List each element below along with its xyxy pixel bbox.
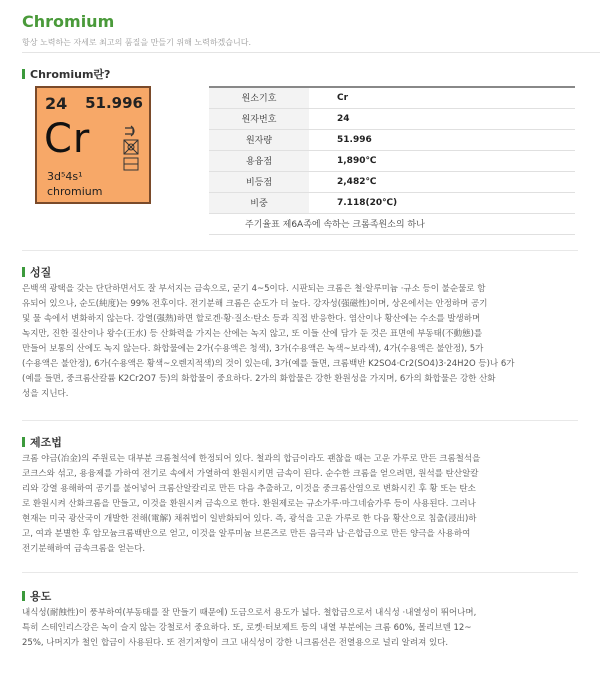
properties-heading-text: 성질	[30, 266, 52, 279]
table-row	[209, 192, 575, 213]
text-line: 성을 지닌다.	[22, 389, 69, 399]
heading-marker	[22, 267, 25, 277]
text-line: 코크스와 섞고, 용융제를 가하여 전기로 속에서 가열하여 환원시키면 금속이 된다. 순수한 크롬을 얻으려면, 원석를 탄산알칼	[22, 469, 479, 479]
heading-marker	[22, 591, 25, 601]
table-row	[209, 87, 575, 108]
text-line: (수용액은 불안정), 6가(수용액은 황색~오렌지적색)의 것이 있는데, 3가(예를 들면, 크롬백반 K2SO4·Cr2(SO4)3·24H2O 등)나 6가	[22, 359, 515, 369]
production-heading-text: 제조법	[30, 436, 62, 449]
text-line: (예를 들면, 중크롬산칼륨 K2Cr2O7 등)의 화합물이 중요하다. 2가의 화합물은 강한 환원성을 가지며, 6가의 화합물은 강한 산화	[22, 374, 496, 384]
uses-heading	[22, 588, 51, 604]
section-divider	[22, 250, 578, 251]
text-line: 및 물 속에서 변화하지 않는다. 강열(强熱)하면 할로겐·황·질소·탄소 등과 직접 반응한다. 염산이나 황산에는 수소를 발생하며	[22, 314, 481, 324]
intro-heading-text: Chromium란?	[30, 68, 111, 81]
text-line: 로 환원시켜 산화크롬을 만들고, 이것을 환원시켜 금속으로 한다. 환원제로는 규소가루·마그네슘가루 등이 사용된다. 그러나	[22, 499, 476, 509]
text-line: 만들어 보통의 산에도 녹지 않는다. 화합물에는 2가(수용액은 청색), 3가(수용액은 녹색~보라색), 4가(수용액은 불안정), 5가	[22, 344, 484, 354]
property-value: 51.996	[309, 129, 575, 150]
heading-marker	[22, 437, 25, 447]
property-value: 2,482℃	[309, 171, 575, 192]
table-row	[209, 171, 575, 192]
property-value: 24	[309, 108, 575, 129]
section-divider	[22, 420, 578, 421]
property-key: 비중	[209, 192, 309, 213]
electron-config: 3d⁵4s¹	[47, 170, 83, 183]
uses-paragraph	[22, 606, 578, 651]
property-value: 1,890℃	[309, 150, 575, 171]
text-line: 리와 강열 용해하여 공기를 불어넣어 크롬산알칼리로 만든 다음 추출하고, 이것을 중크롬산염으로 변화시킨 후 황 또는 탄소	[22, 484, 476, 494]
page-title: Chromium	[22, 12, 115, 31]
text-line: 내식성(耐蝕性)이 풍부하여(부동태를 잘 만들기 때문에) 도금으로서 용도가 넓다. 철합금으로서 내식성 ·내열성이 뛰어나며,	[22, 608, 477, 618]
table-row	[209, 129, 575, 150]
property-key: 원자량	[209, 129, 309, 150]
text-line: 고, 여과 분별한 후 암모늄크롬백반으로 얻고, 이것을 알루미늄 브론즈로 만든 음극과 납·은합금으로 만든 양극을 사용하여	[22, 529, 471, 539]
text-line: 전기분해하여 금속크롬을 얻는다.	[22, 544, 146, 554]
property-key: 용융점	[209, 150, 309, 171]
production-paragraph	[22, 452, 578, 557]
table-row	[209, 213, 575, 234]
text-line: 유되어 있으나, 순도(純度)는 99% 전후이다. 전기분해 크롬은 순도가 더 높다. 강자성(强磁性)이며, 상온에서는 안정하며 공기	[22, 299, 488, 309]
element-tile	[35, 86, 151, 204]
header-divider	[22, 52, 600, 53]
property-key: 원자번호	[209, 108, 309, 129]
atomic-mass: 51.996	[85, 94, 143, 112]
page-subtitle: 항상 노력하는 자세로 최고의 품질을 만들기 위해 노력하겠습니다.	[22, 38, 251, 47]
element-symbol: Cr	[44, 116, 91, 162]
property-value: 7.118(20℃)	[309, 192, 575, 213]
text-line: 은백색 광택을 갖는 단단하면서도 잘 부서지는 금속으로, 굳기 4~5이다. 시판되는 크롬은 철·알루미늄 ·규소 등이 불순물로 함	[22, 284, 486, 294]
properties-heading	[22, 264, 51, 280]
text-line: 특히 스테인리스강은 녹이 슬지 않는 강철로서 중요하다. 또, 로켓·터보제트 등의 내열 부분에는 크롬 60%, 몰리브덴 12~	[22, 623, 472, 633]
production-heading	[22, 434, 62, 450]
property-key: 원소기호	[209, 87, 309, 108]
property-table	[209, 86, 575, 235]
text-line: 녹지만, 진한 질산이나 왕수(王水) 등 산화력을 가지는 산에는 녹지 않고, 또 이들 산에 담가 둔 것은 표면에 부동태(不動態)를	[22, 329, 483, 339]
property-value: Cr	[309, 87, 575, 108]
properties-paragraph	[22, 282, 578, 402]
section-divider	[22, 572, 578, 573]
property-key: 비등점	[209, 171, 309, 192]
heading-marker	[22, 69, 25, 79]
uses-heading-text: 용도	[30, 590, 52, 603]
text-line: 크롬 야금(冶金)의 주원료는 대부분 크롬철석에 한정되어 있다. 철과의 합금이라도 괜찮을 때는 고운 가루로 만든 크롬철석을	[22, 454, 481, 464]
table-row	[209, 108, 575, 129]
table-note: 주기율표 제6A족에 속하는 크롬족원소의 하나	[209, 213, 575, 234]
atomic-number: 24	[45, 94, 68, 113]
intro-heading	[22, 66, 110, 82]
crystal-structure-icon	[121, 124, 143, 174]
table-row	[209, 150, 575, 171]
element-name: chromium	[47, 185, 103, 198]
text-line: 25%, 나머지가 철인 합금이 사용된다. 또 전기저항이 크고 내식성이 강한 니크롬선은 전열용으로 널리 알려져 있다.	[22, 638, 449, 648]
text-line: 현재는 미국 광산국이 개발한 전해(電解) 채취법이 일반화되어 있다. 즉, 광석을 고운 가루로 한 다음 황산으로 침출(浸出)하	[22, 514, 477, 524]
